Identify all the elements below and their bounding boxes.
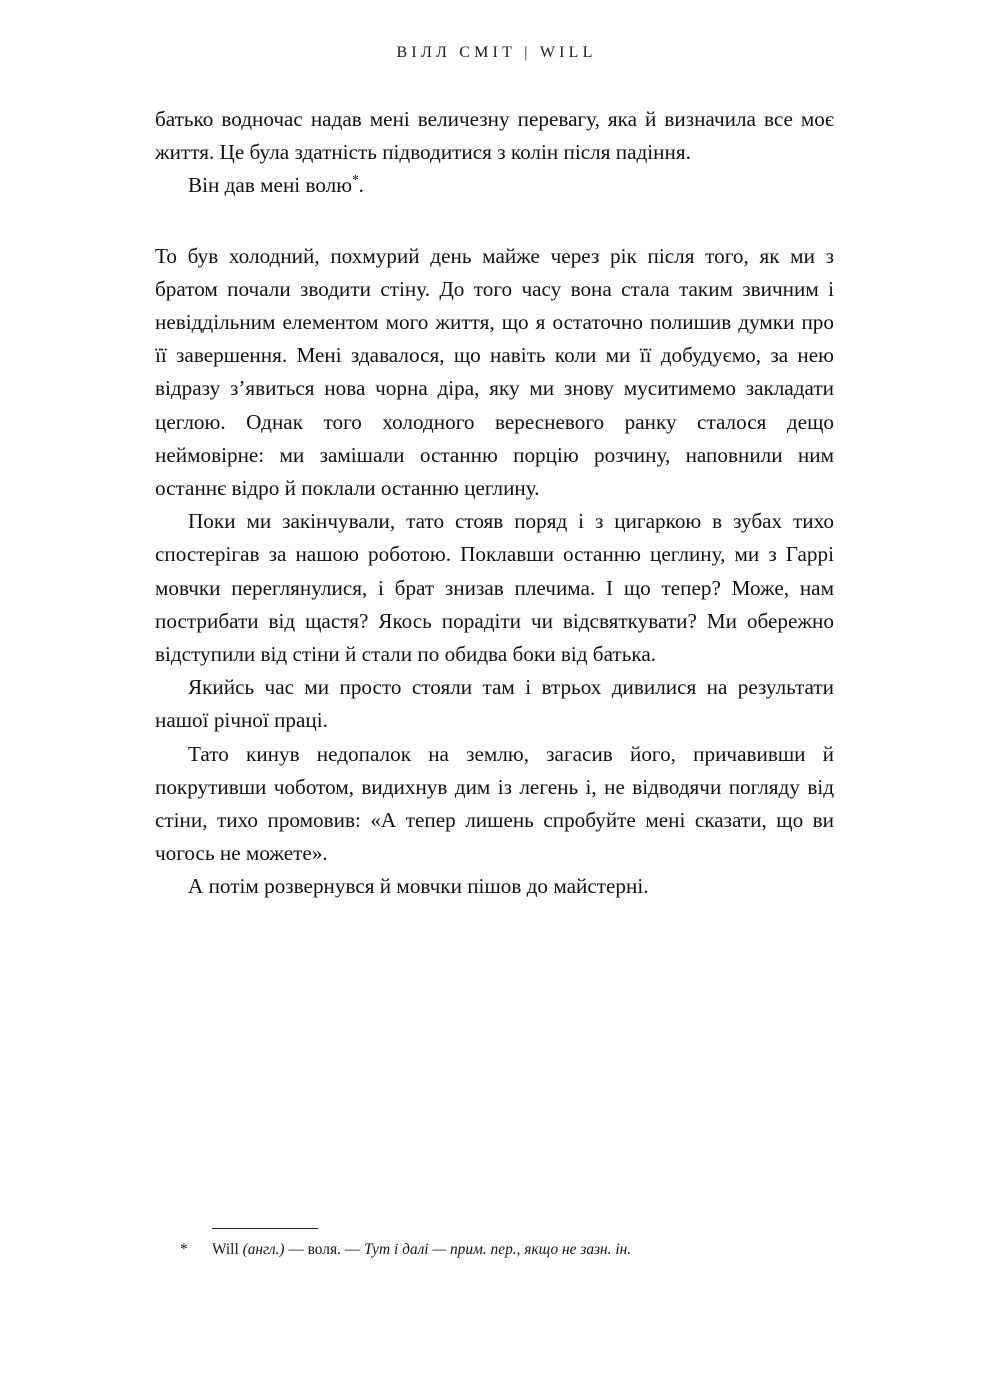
running-head: ВІЛЛ СМІТ | WILL <box>396 44 597 61</box>
footnote-marker: * <box>180 1241 188 1258</box>
paragraph-section-opening: То був холодний, похмурий день майже через рік після того, як ми з братом почали зводити стіну. До того часу вона стала таким звичним і невіддільним елементом мого життя, що я остаточно полишив думки про її завершення. Мені здавалося, що навіть коли ми її добудуємо, за нею відразу з’явиться нова чорна діра, яку ми знову муситимемо закладати цеглою. Однак того холодного вересневого ранку сталося дещо неймовірне: ми замішали останню порцію розчину, наповнили ним останнє відро й поклали останню цеглину. <box>155 243 834 501</box>
paragraph-text-after-footnote: . <box>358 173 364 198</box>
footnote-reference-marker[interactable]: * <box>352 172 359 188</box>
paragraph-body: Поки ми закінчували, тато стояв поряд і з цигаркою в зубах тихо спостерігав за нашою роботою. Поклавши останню цеглину, ми з Гаррі мовчки переглянулися, і брат знизав плечима. І що тепер? Може, нам пострибати від щастя? Якось порадіти чи відсвяткувати? Ми обережно відступили від стіни й стали по обидва боки від батька. <box>155 509 834 667</box>
footnote-translation: — воля. — <box>284 1241 364 1258</box>
footnote-text <box>212 1240 834 1260</box>
footnote-area <box>155 1228 834 1260</box>
footnote-language-note: (англ.) <box>242 1241 285 1258</box>
paragraph-text-before-footnote: Він дав мені волю <box>188 173 353 198</box>
paragraph-with-footnote <box>155 169 834 202</box>
section-break-spacer <box>155 203 834 240</box>
footnote-entry <box>155 1240 834 1260</box>
footnote-separator-rule <box>212 1228 318 1229</box>
paragraph-body: Тато кинув недопалок на землю, загасив його, причавивши й покрутивши чоботом, видихнув дим із легень і, не відводячи погляду від стіни, тихо промовив: «А тепер лишень спробуйте мені сказати, що ви чогось не можете». <box>155 741 834 866</box>
paragraph-body: Якийсь час ми просто стояли там і втрьох дивилися на результати нашої річної праці. <box>155 675 834 733</box>
paragraph-body-final: А потім розвернувся й мовчки пішов до майстерні. <box>188 874 649 899</box>
text-column <box>155 103 834 904</box>
footnote-translator-note: Тут і далі — прим. пер., якщо не зазн. ін. <box>363 1241 632 1258</box>
paragraph-continuation: батько водночас надав мені величезну перевагу, яка й визначила все моє життя. Це була здатність підводитися з колін після падіння. <box>155 107 834 165</box>
footnote-term: Will <box>212 1241 243 1258</box>
